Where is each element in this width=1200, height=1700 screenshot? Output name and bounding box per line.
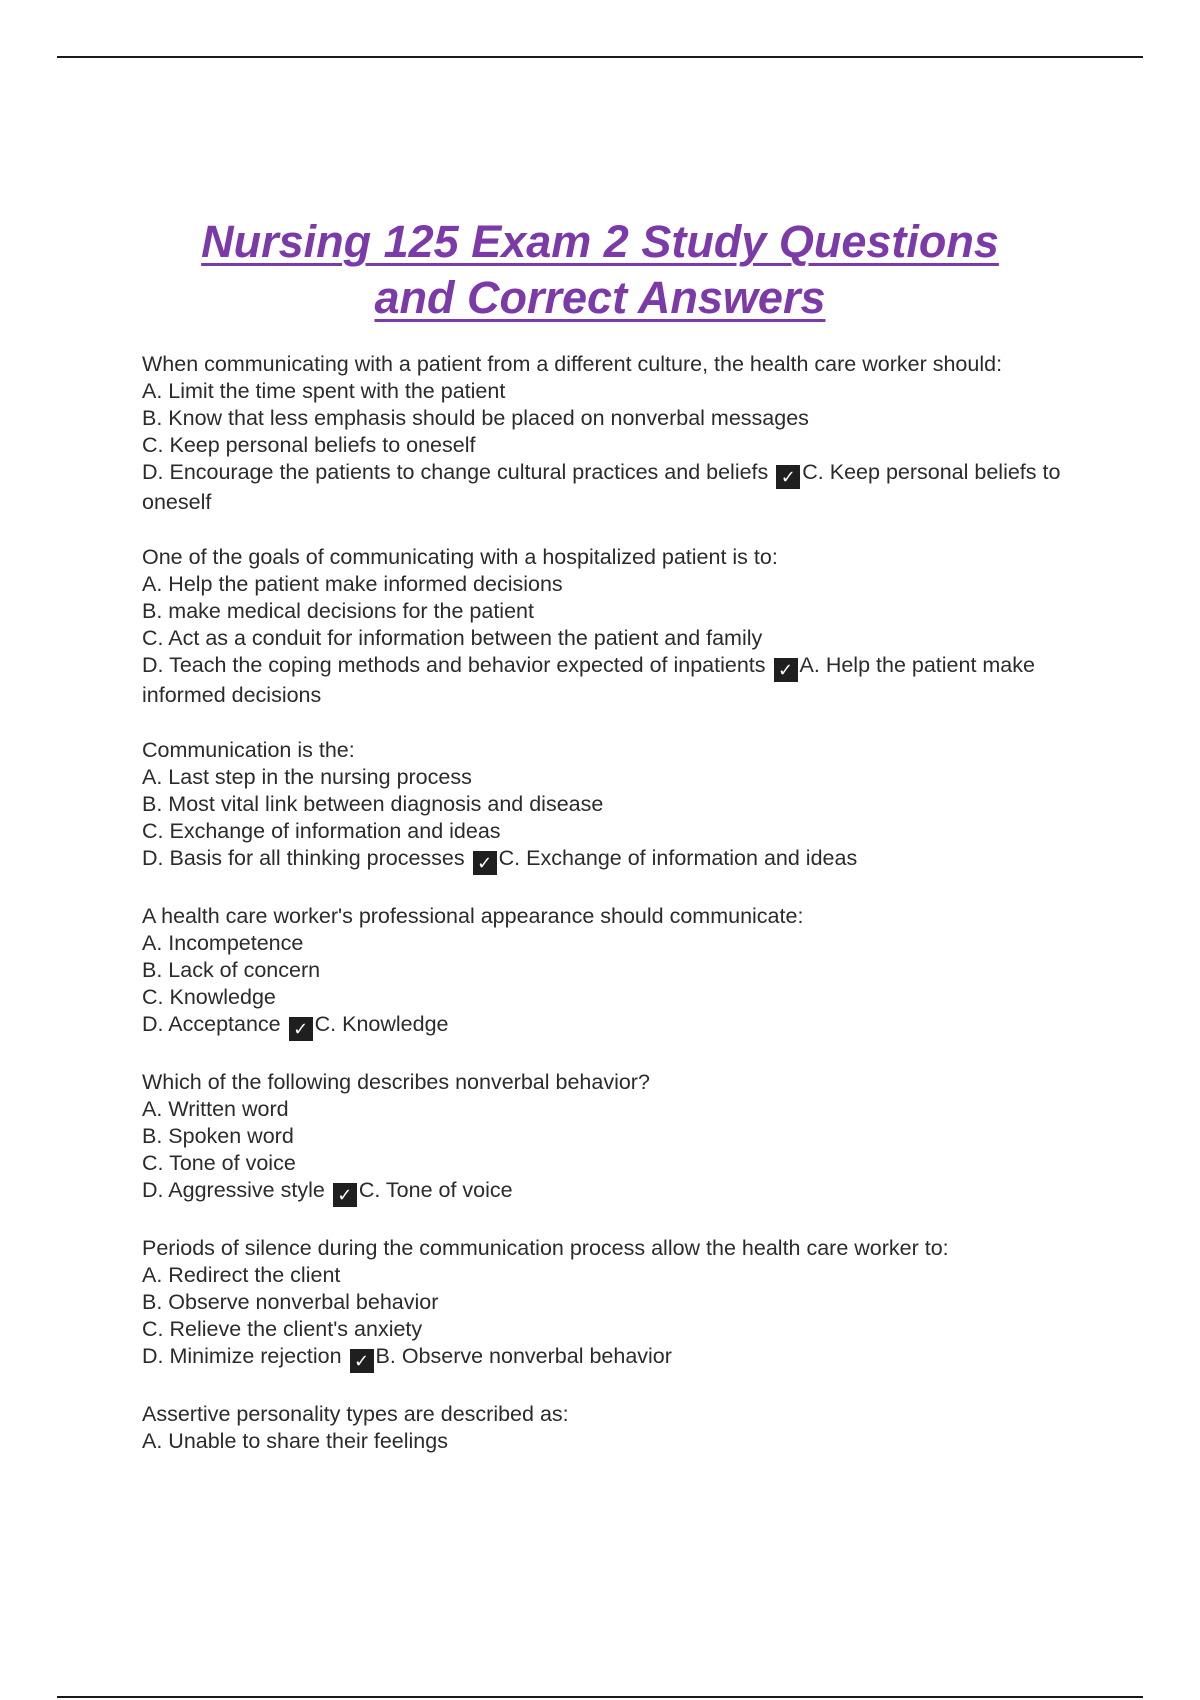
option-a: A. Help the patient make informed decisions	[142, 572, 563, 596]
option-a: A. Unable to share their feelings	[142, 1429, 448, 1453]
correct-answer: C. Knowledge	[314, 1012, 449, 1036]
option-a: A. Limit the time spent with the patient	[142, 379, 506, 403]
question-text: Communication is the:	[142, 738, 355, 762]
option-d: D. Acceptance	[142, 1012, 281, 1036]
checkmark-icon: ✓	[774, 658, 798, 682]
question-7	[142, 1401, 1062, 1455]
correct-answer: C. Tone of voice	[358, 1178, 513, 1202]
option-d-with-answer	[142, 459, 1062, 516]
option-d: D. Encourage the patients to change cultural practices and beliefs	[142, 460, 769, 484]
checkmark-icon: ✓	[289, 1017, 313, 1041]
correct-answer: B. Observe nonverbal behavior	[375, 1344, 672, 1368]
option-b: B. Most vital link between diagnosis and disease	[142, 792, 604, 816]
option-d-with-answer	[142, 845, 1062, 875]
option-b: B. Lack of concern	[142, 958, 321, 982]
option-c: C. Tone of voice	[142, 1151, 296, 1175]
question-text: Assertive personality types are described as:	[142, 1402, 569, 1426]
option-c: C. Keep personal beliefs to oneself	[142, 433, 476, 457]
option-c: C. Act as a conduit for information between the patient and family	[142, 626, 763, 650]
bottom-rule	[57, 1696, 1143, 1698]
correct-answer: C. Exchange of information and ideas	[498, 846, 858, 870]
document-title	[120, 214, 1080, 326]
option-a: A. Incompetence	[142, 931, 304, 955]
option-c: C. Knowledge	[142, 985, 276, 1009]
option-d: D. Aggressive style	[142, 1178, 325, 1202]
question-text: Which of the following describes nonverbal behavior?	[142, 1070, 650, 1094]
option-d: D. Teach the coping methods and behavior expected of inpatients	[142, 653, 766, 677]
option-d-with-answer	[142, 1343, 1062, 1373]
option-b: B. Spoken word	[142, 1124, 294, 1148]
option-a: A. Last step in the nursing process	[142, 765, 472, 789]
option-a: A. Redirect the client	[142, 1263, 341, 1287]
question-6	[142, 1235, 1062, 1373]
option-d-with-answer	[142, 652, 1062, 709]
checkmark-icon: ✓	[776, 465, 800, 489]
question-3	[142, 737, 1062, 875]
question-text: A health care worker's professional appearance should communicate:	[142, 904, 804, 928]
correct-answer: A. Help the patient make informed decisions	[142, 653, 1035, 707]
question-2	[142, 544, 1062, 709]
question-5	[142, 1069, 1062, 1207]
option-d: D. Basis for all thinking processes	[142, 846, 465, 870]
option-b: B. Know that less emphasis should be placed on nonverbal messages	[142, 406, 809, 430]
question-text: When communicating with a patient from a different culture, the health care worker should:	[142, 352, 1003, 376]
checkmark-icon: ✓	[473, 851, 497, 875]
question-1	[142, 351, 1062, 516]
option-d-with-answer	[142, 1177, 1062, 1207]
question-list	[142, 351, 1062, 1483]
checkmark-icon: ✓	[333, 1183, 357, 1207]
question-4	[142, 903, 1062, 1041]
option-a: A. Written word	[142, 1097, 289, 1121]
option-b: B. Observe nonverbal behavior	[142, 1290, 439, 1314]
question-text: Periods of silence during the communication process allow the health care worker to:	[142, 1236, 949, 1260]
checkmark-icon: ✓	[350, 1349, 374, 1373]
top-rule	[57, 56, 1143, 58]
question-text: One of the goals of communicating with a hospitalized patient is to:	[142, 545, 778, 569]
option-c: C. Exchange of information and ideas	[142, 819, 501, 843]
title-line-2: and Correct Answers	[374, 272, 826, 323]
option-c: C. Relieve the client's anxiety	[142, 1317, 423, 1341]
correct-answer: C. Keep personal beliefs to oneself	[142, 460, 1061, 514]
option-d-with-answer	[142, 1011, 1062, 1041]
option-d: D. Minimize rejection	[142, 1344, 342, 1368]
title-line-1: Nursing 125 Exam 2 Study Questions	[201, 216, 999, 267]
option-b: B. make medical decisions for the patient	[142, 599, 534, 623]
